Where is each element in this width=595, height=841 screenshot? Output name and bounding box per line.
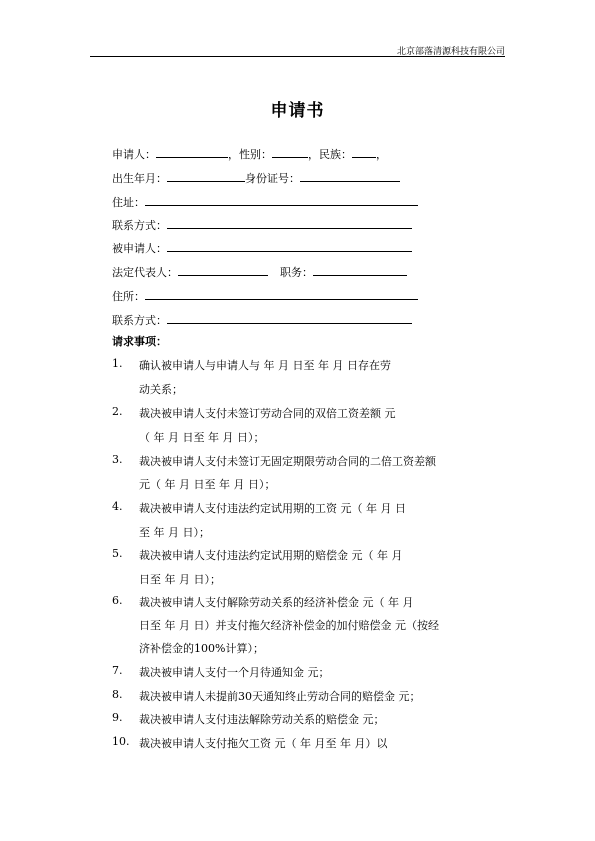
birth-row [112,170,400,186]
respondent-row [112,240,412,256]
item-continuation: 动关系； [139,383,183,396]
item-number: 6. [112,594,123,607]
item-number: 3. [112,453,123,466]
respondent-address-blank[interactable] [145,288,418,300]
item-text: 裁决被申请人支付违法约定试用期的工资 元（ 年 月 日 [139,502,406,515]
item-number: 2. [112,405,123,418]
birth-label: 出生年月： [112,172,167,185]
applicant-address-blank[interactable] [145,194,418,206]
applicant-contact-label: 联系方式： [112,219,167,232]
item-number: 9. [112,711,123,724]
item-number: 5. [112,547,123,560]
header-rule [90,56,505,57]
item-number: 4. [112,500,123,513]
item-text: 裁决被申请人支付解除劳动关系的经济补偿金 元（ 年 月 [139,596,414,609]
item-text: 裁决被申请人支付未签订劳动合同的双倍工资差额 元 [139,407,396,420]
respondent-name-label: 被申请人： [112,242,167,255]
item-continuation: 至 年 月 日）； [139,526,210,539]
item-continuation: 日至 年 月 日）并支付拖欠经济补偿金的加付赔偿金 元（按经 [139,619,439,632]
item-continuation: 日至 年 月 日）； [139,573,221,586]
applicant-contact-row [112,217,412,233]
respondent-address-label: 住所： [112,290,145,303]
birth-blank[interactable] [167,170,245,182]
id-blank[interactable] [300,170,400,182]
item-text: 确认被申请人与申请人与 年 月 日至 年 月 日存在劳 [139,359,391,372]
position-label: 职务： [280,266,313,279]
gender-label: ，性别： [228,148,272,161]
item-number: 8. [112,688,123,701]
item-text: 裁决被申请人支付拖欠工资 元（ 年 月至 年 月）以 [139,737,388,750]
applicant-contact-blank[interactable] [167,217,412,229]
ethnicity-end: ， [376,148,387,161]
ethnicity-label: ，民族： [308,148,352,161]
applicant-address-row [112,194,418,210]
ethnicity-blank[interactable] [352,146,376,158]
legal-rep-label: 法定代表人： [112,266,178,279]
item-number: 1. [112,357,123,370]
applicant-row [112,146,387,162]
item-continuation: 济补偿金的100%计算）； [139,642,264,655]
company-header: 北京部落清源科技有限公司 [396,47,505,57]
respondent-name-blank[interactable] [167,240,412,252]
item-text: 裁决被申请人支付一个月待通知金 元； [139,666,330,679]
item-number: 7. [112,664,123,677]
item-number: 10. [112,735,130,748]
respondent-contact-label: 联系方式： [112,314,167,327]
requests-heading: 请求事项： [112,335,167,348]
applicant-name-blank[interactable] [156,146,228,158]
respondent-contact-row [112,312,412,328]
respondent-contact-blank[interactable] [167,312,412,324]
legal-rep-row [112,264,407,280]
page-title: 申请书 [270,101,325,121]
respondent-address-row [112,288,418,304]
applicant-address-label: 住址： [112,196,145,209]
item-continuation: （ 年 月 日至 年 月 日）； [139,431,265,444]
position-blank[interactable] [313,264,407,276]
applicant-name-label: 申请人： [112,148,156,161]
gender-blank[interactable] [272,146,308,158]
item-text: 裁决被申请人未提前30天通知终止劳动合同的赔偿金 元； [139,690,421,703]
item-text: 裁决被申请人支付未签订无固定期限劳动合同的二倍工资差额 [139,455,436,468]
item-continuation: 元（ 年 月 日至 年 月 日）； [139,478,276,491]
id-label: 身份证号： [245,172,300,185]
item-text: 裁决被申请人支付违法约定试用期的赔偿金 元（ 年 月 [139,549,403,562]
item-text: 裁决被申请人支付违法解除劳动关系的赔偿金 元； [139,713,385,726]
legal-rep-blank[interactable] [178,264,268,276]
